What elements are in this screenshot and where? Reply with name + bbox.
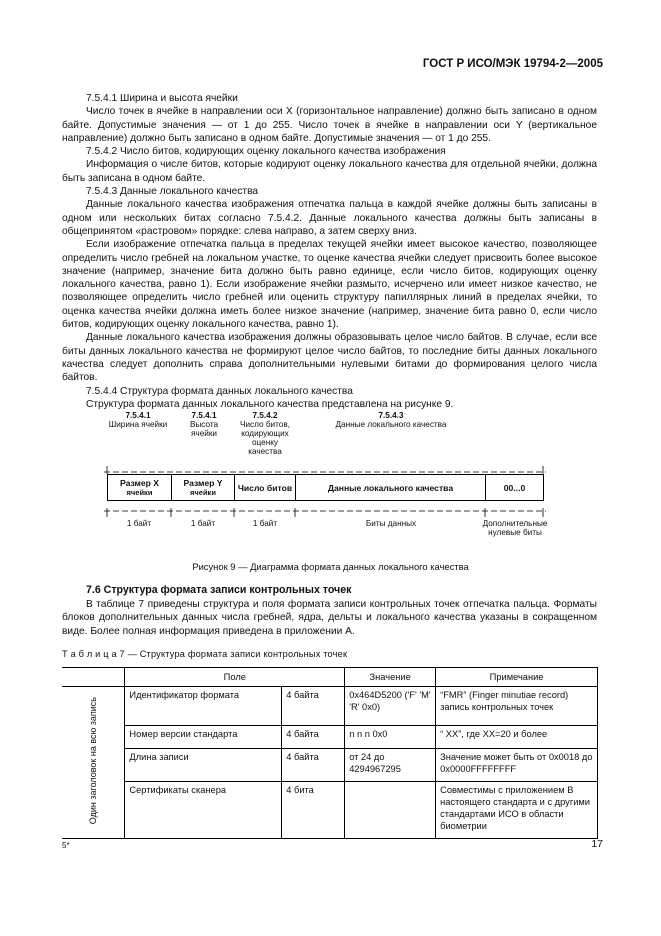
table-header-row: [62, 668, 598, 687]
bottom-label: Дополнительные нулевые биты: [482, 519, 548, 537]
top-label-width: [108, 411, 168, 429]
paragraph: Информация о числе битов, которые кодируют оценку локального качества для отдельной ячейки, должна быть записана в одном байте.: [62, 159, 597, 184]
top-label-number: 7.5.4.2: [252, 411, 278, 420]
field-cell: Длина записи: [125, 749, 282, 782]
top-label-text: Ширина ячейки: [108, 420, 168, 429]
cell-padding-bits: [485, 474, 544, 501]
paragraph: Число точек в ячейке в направлении оси X (горизонтальное направление) должно быть записано в одном байте. Допустимые значения — от 1 до 255. Число точек в ячейке в направлении оси Y (вертикальное направление) должно быть записано в одном байте. Допустимые значения — от 1 до 255.: [62, 106, 597, 144]
cell-label: Размер Y: [183, 477, 223, 488]
top-label-text: Число битов, кодирующих оценку качества: [240, 420, 290, 456]
top-label-number: 7.5.4.1: [191, 411, 217, 420]
page-number: 17: [591, 838, 603, 850]
top-label-text: Высота ячейки: [189, 420, 219, 438]
section-text: [62, 598, 597, 638]
top-label-number: 7.5.4.3: [378, 411, 404, 420]
value-cell: от 24 до 4294967295: [345, 749, 436, 782]
body-text: [62, 92, 597, 411]
size-cell: 4 байта: [282, 687, 345, 726]
table-header-field: Поле: [125, 668, 345, 687]
cell-sublabel: ячейки: [126, 487, 153, 497]
table-7: [62, 667, 598, 839]
size-cell: 4 байта: [282, 749, 345, 782]
cell-bit-count: [234, 474, 296, 501]
table-row: [62, 687, 598, 726]
value-cell: n n n 0x0: [345, 726, 436, 749]
paragraph: Данные локального качества изображения должны образовывать целое число байтов. В случае, если все биты данных локального качества не формируют целое число байтов, то последние биты данных локального качества следует дополнить справа дополнительными нулевыми битами до формирования целого числа байтов.: [62, 332, 597, 384]
top-label-data: [296, 411, 486, 429]
paragraph: В таблице 7 приведены структура и поля формата записи контрольных точек отпечатка пальца. Форматы блоков дополнительных данных числа гребней, ядра, дельты и локального качества указаны в сокращенном виде. Более полная информация приведена в приложении А.: [62, 599, 597, 637]
table-header-value: Значение: [345, 668, 436, 687]
table-title: Т а б л и ц а 7 — Структура формата записи контрольных точек: [62, 649, 348, 659]
cell-size-x: [107, 474, 172, 501]
top-label-height: [176, 411, 232, 438]
cell-label: 00...0: [503, 482, 526, 493]
document-header: ГОСТ Р ИСО/МЭК 19794-2—2005: [422, 58, 603, 70]
figure-caption: Рисунок 9 — Диаграмма формата данных локального качества: [192, 561, 469, 572]
subsection-heading: 7.5.4.2 Число битов, кодирующих оценку локального качества изображения: [86, 146, 446, 158]
top-label-text: Данные локального качества: [335, 420, 447, 429]
bottom-label: 1 байт: [252, 519, 278, 528]
paragraph: Если изображение отпечатка пальца в пределах текущей ячейки имеет высокое качество, позволяющее определить число гребней на локальном участке, то оценке качества ячейки следует присвоить более высокое значение (например, значение бита должно быть равно единице, если число битов, кодирующих оценку локального качества, равно 1). Если изображение ячейки размыто, исчерчено или имеет низкое качество, не позволяющее определить число гребней или оценить структуру папиллярных линий в пределах ячейки, то оценка качества ячейки должна иметь более низкое значение (например, значение бита равно 0, если число битов, кодирующих оценку локального качества, равно 1).: [62, 239, 597, 331]
footer-mark: 5*: [62, 841, 70, 850]
paragraph: Структура формата данных локального качества представлена на рисунке 9.: [86, 398, 454, 410]
value-cell: [345, 782, 436, 839]
size-cell: 4 бита: [282, 782, 345, 839]
bottom-label: 1 байт: [190, 519, 216, 528]
note-cell: Совместимы с приложением В настоящего стандарта и с другими стандартами ИСО в области биометрии: [436, 782, 598, 839]
cell-quality-data: [295, 474, 486, 501]
group-label-cell: [62, 687, 125, 839]
table-header-note: Примечание: [436, 668, 598, 687]
note-cell: “ XX”, где XX=20 и более: [436, 726, 598, 749]
bottom-label: 1 байт: [126, 519, 152, 528]
cell-label: Число битов: [237, 482, 293, 493]
note-cell: “FMR” (Finger minutiae record) запись контрольных точек: [436, 687, 598, 726]
cell-label: Размер X: [119, 477, 160, 488]
subsection-heading: 7.5.4.4 Структура формата данных локального качества: [86, 385, 353, 397]
cell-sublabel: ячейки: [190, 487, 216, 497]
top-label-number: 7.5.4.1: [125, 411, 151, 420]
value-cell: 0x464D5200 ('F' 'M' 'R' 0x0): [345, 687, 436, 726]
field-cell: Идентификатор формата: [125, 687, 282, 726]
subsection-heading: 7.5.4.3 Данные локального качества: [86, 186, 259, 198]
top-label-bits: [236, 411, 294, 456]
paragraph: Данные локального качества изображения отпечатка пальца в каждой ячейке должны быть записаны в одном или нескольких битах согласно 7.5.4.2. Данные локального качества должны быть записаны в общепринятом «растровом» порядке: слева направо, а затем сверху вниз.: [62, 199, 597, 237]
subsection-heading: 7.5.4.1 Ширина и высота ячейки: [86, 93, 238, 104]
table-row: [62, 782, 598, 839]
section-title: 7.6 Структура формата записи контрольных точек: [86, 584, 352, 596]
table-header-empty: [62, 668, 125, 687]
cell-label: Данные локального качества: [327, 482, 454, 493]
field-cell: Номер версии стандарта: [125, 726, 282, 749]
bottom-label: Биты данных: [365, 519, 417, 528]
note-cell: Значение может быть от 0x0018 до 0x0000FFFFFFFF: [436, 749, 598, 782]
table-row: [62, 749, 598, 782]
field-cell: Сертификаты сканера: [125, 782, 282, 839]
table-row: [62, 726, 598, 749]
cell-size-y: [171, 474, 235, 501]
group-label: Один заголовок на всю запись: [88, 697, 99, 825]
size-cell: 4 байта: [282, 726, 345, 749]
